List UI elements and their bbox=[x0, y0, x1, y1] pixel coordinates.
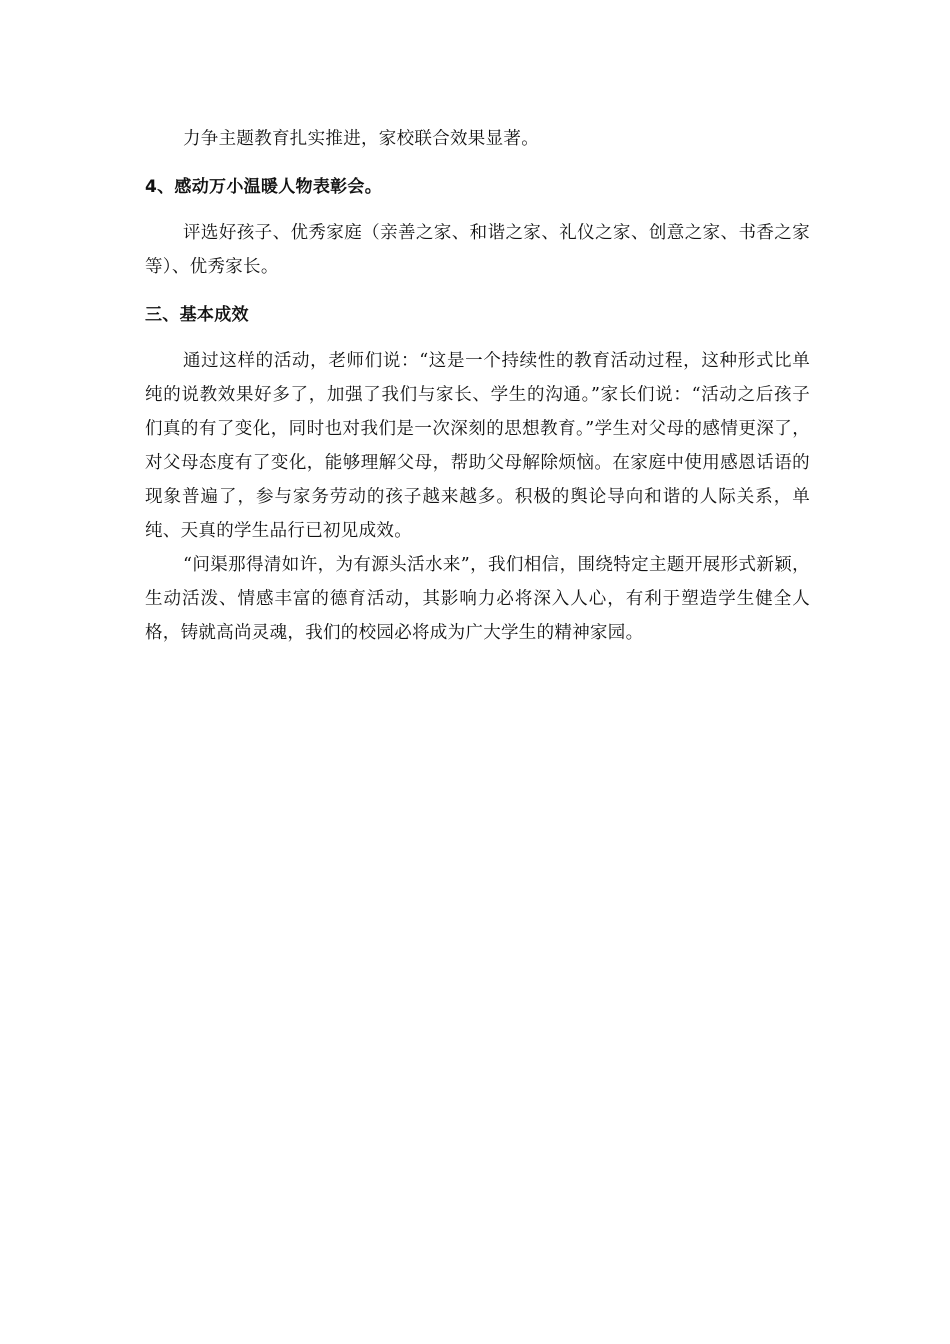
section-heading-4: 4、感动万小温暖人物表彰会。 bbox=[145, 177, 383, 197]
paragraph-continuation: 力争主题教育扎实推进，家校联合效果显著。 bbox=[183, 129, 539, 149]
section-heading-results: 三、基本成效 bbox=[145, 305, 249, 325]
paragraph-results-2: “问渠那得清如许，为有源头活水来”，我们相信，围绕特定主题开展形式新颖，生动活泼、情感丰富的德育活动，其影响力必将深入人心，有利于塑造学生健全人格，铸就高尚灵魂，我们的校园必将成为广大学生的精神家园。 bbox=[145, 555, 810, 643]
document-body bbox=[145, 122, 810, 650]
paragraph-awards: 评选好孩子、优秀家庭（亲善之家、和谐之家、礼仪之家、创意之家、书香之家等）、优秀家长。 bbox=[145, 223, 810, 277]
paragraph-results-1: 通过这样的活动，老师们说：“这是一个持续性的教育活动过程，这种形式比单纯的说教效果好多了，加强了我们与家长、学生的沟通。”家长们说：“活动之后孩子们真的有了变化，同时也对我们是一次深刻的思想教育。”学生对父母的感情更深了，对父母态度有了变化，能够理解父母，帮助父母解除烦恼。在家庭中使用感恩话语的现象普遍了，参与家务劳动的孩子越来越多。积极的舆论导向和谐的人际关系，单纯、天真的学生品行已初见成效。 bbox=[145, 351, 810, 541]
